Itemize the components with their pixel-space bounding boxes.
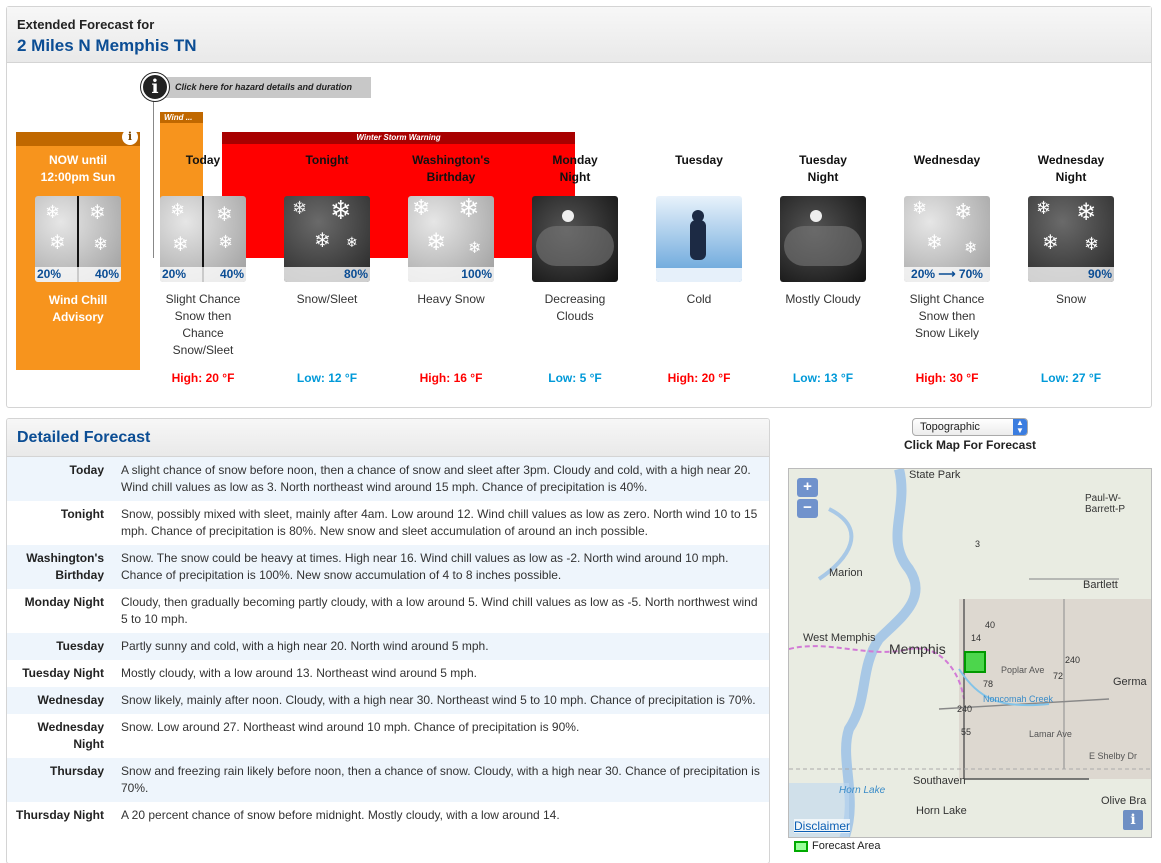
period-name: Washington's Birthday: [412, 153, 490, 184]
road-label: 3: [975, 539, 981, 549]
map-label: Horn Lake: [839, 785, 886, 796]
period-name: Wednesday Night: [1037, 153, 1105, 184]
period-temp: High: 20 °F: [667, 371, 731, 385]
info-icon: i: [141, 73, 169, 101]
period-temp: High: 16 °F: [419, 371, 483, 385]
forecast-area-swatch: [794, 841, 808, 852]
map-label: Paul-W-Barrett-P: [1085, 493, 1126, 515]
road-label: 14: [971, 633, 982, 643]
table-row: Tuesday Night Mostly cloudy, with a low around 13. Northeast wind around 5 mph.: [22, 666, 477, 680]
map-zoom-controls: [797, 478, 818, 520]
pop: 90%: [1087, 267, 1112, 281]
advisory-until: 12:00pm Sun: [40, 170, 116, 184]
period-description: Snow/Sleet: [296, 292, 358, 306]
cold-icon: [656, 196, 742, 282]
period-name: Today: [185, 153, 221, 167]
map-label: Bartlett: [1083, 579, 1118, 591]
disclaimer-link[interactable]: Disclaimer: [794, 819, 851, 833]
road-label: 40: [985, 620, 996, 630]
map-label: Germa: [1113, 676, 1147, 688]
road-label: 78: [983, 679, 994, 689]
map-label: Noncomah Creek: [983, 694, 1054, 704]
period-description: Heavy Snow: [417, 292, 485, 306]
panel-header: [7, 7, 1151, 63]
map-background: [789, 469, 1152, 838]
advisory-name-2: Advisory: [52, 310, 104, 324]
period-name: Tonight: [305, 153, 349, 167]
map-label: Memphis: [889, 641, 946, 657]
pop-right: 40%: [219, 267, 244, 281]
snow-split-icon: ❄ ❄ ❄ ❄ 20% 40%: [160, 196, 246, 282]
forecast-period-wednesday-night[interactable]: [1009, 152, 1133, 385]
forecast-map[interactable]: [788, 468, 1152, 838]
zoom-in-button[interactable]: +: [797, 478, 818, 497]
table-row: Wednesday Snow likely, mainly after noon. Cloudy, with a high near 30. Northeast wind 5 to 10 mph. Chance of precipitation is 70%.: [7, 687, 769, 714]
period-description: Cold: [686, 292, 712, 306]
table-row: Thursday Night A 20 percent chance of snow before midnight. Mostly cloudy, with a low around 14.: [15, 808, 560, 822]
map-label: Southaven: [913, 775, 966, 787]
heavy-snow-icon: ❄ ❄ ❄ ❄ 100%: [408, 196, 494, 282]
map-label: Marion: [829, 567, 863, 579]
pop: 100%: [461, 267, 492, 281]
period-temp: High: 30 °F: [915, 371, 979, 385]
detailed-forecast-title: Detailed Forecast: [7, 419, 769, 457]
table-row: Washington's Birthday Snow. The snow could be heavy at times. High near 16. Wind chill values as low as -2. North wind around 10 mph. Chance of precipitation is 100%. New snow accumulation of 4 to 8 inches possible.: [7, 545, 769, 589]
pop: 20% ⟶ 70%: [911, 267, 983, 281]
storm-bar-label: Winter Storm Warning: [222, 132, 575, 144]
forecast-period-tuesday[interactable]: [637, 152, 761, 385]
cloudy-night-icon: [532, 196, 618, 282]
map-label: E Shelby Dr: [1089, 751, 1138, 761]
cloudy-night-icon: [780, 196, 866, 282]
pop-left: 20%: [162, 267, 187, 281]
night-snow-icon: ❄ ❄ ❄ ❄ 90%: [1028, 196, 1114, 282]
period-temp: Low: 5 °F: [548, 371, 602, 385]
forecast-period-today[interactable]: [141, 152, 265, 385]
forecast-period-washingtons-birthday[interactable]: [389, 152, 513, 385]
map-label: Horn Lake: [916, 805, 967, 817]
map-label: Poplar Ave: [1001, 665, 1045, 675]
pop: 80%: [343, 267, 368, 281]
info-icon[interactable]: i: [122, 129, 138, 145]
period-description: Mostly Cloudy: [785, 292, 861, 306]
click-map-label: Click Map For Forecast: [903, 438, 1037, 452]
snow-icon: ❄ ❄ ❄ ❄ 20% ⟶ 70%: [904, 196, 990, 282]
pop-right: 40%: [94, 267, 119, 281]
advisory-bar: [16, 132, 140, 146]
period-name: Wednesday: [913, 153, 981, 167]
road-label: 72: [1053, 671, 1064, 681]
forecast-subtitle: Extended Forecast for: [17, 17, 155, 32]
legend-label: Forecast Area: [812, 840, 881, 852]
period-description: Slight Chance Snow then Chance Snow/Sleet: [165, 292, 241, 357]
pop-left: 20%: [37, 267, 62, 281]
advisory-name-1: Wind Chill: [48, 293, 108, 307]
table-row: Wednesday Night Snow. Low around 27. Northeast wind around 10 mph. Chance of precipitation is 90%.: [37, 720, 580, 751]
period-description: Slight Chance Snow then Snow Likely: [909, 292, 985, 340]
table-row: Thursday Snow and freezing rain likely before noon, then a chance of snow. Cloudy, with a high near 30. Chance of precipitation is 70%.: [7, 758, 769, 802]
road-label: 55: [961, 727, 972, 737]
period-description: Decreasing Clouds: [544, 292, 606, 323]
zoom-out-button[interactable]: −: [797, 499, 818, 518]
road-label: 240: [957, 704, 973, 714]
map-label: Lamar Ave: [1029, 729, 1072, 739]
map-legend: [794, 840, 880, 852]
period-name: Tuesday Night: [799, 153, 847, 184]
wind-bar-label: Wind ...: [160, 112, 203, 123]
snow-split-icon: ❄ ❄ ❄ ❄ 20% 40%: [35, 196, 121, 282]
table-row: Tonight Snow, possibly mixed with sleet, mainly after 4am. Low around 12. Wind chill values as low as zero. North wind 10 to 15 mph. Chance of precipitation is 80%. New snow and sleet accumulation of around an inch possible.: [60, 507, 758, 538]
forecast-period-tonight[interactable]: [265, 152, 389, 385]
hazard-link-label: Click here for hazard details and duration: [163, 77, 371, 98]
map-info-button[interactable]: i: [1123, 810, 1143, 830]
map-label: State Park: [909, 469, 961, 481]
table-row: Today A slight chance of snow before noon, then a chance of snow and sleet after 3pm. Cloudy and cold, with a high near 20. Wind chill values as low as 3. North northeast wind around 15 mph. Chance of precipitation is 40%.: [7, 457, 769, 501]
chevron-updown-icon: ▲ ▼: [1013, 419, 1027, 435]
period-description: Snow: [1055, 292, 1087, 306]
map-label: Olive Bra: [1101, 795, 1147, 807]
advisory-period: NOW until: [49, 153, 107, 167]
map-type-select[interactable]: [912, 418, 1028, 436]
period-temp: High: 20 °F: [171, 371, 235, 385]
period-temp: Low: 12 °F: [296, 371, 358, 385]
road-label: 240: [1065, 655, 1081, 665]
location-title: 2 Miles N Memphis TN: [17, 36, 197, 55]
forecast-period-tuesday-night[interactable]: [761, 152, 885, 385]
hazard-details-link[interactable]: [141, 73, 371, 101]
period-temp: Low: 27 °F: [1040, 371, 1102, 385]
period-temp: Low: 13 °F: [792, 371, 854, 385]
table-row: Tuesday Partly sunny and cold, with a high near 20. North wind around 5 mph.: [7, 633, 769, 660]
detailed-forecast-panel: [6, 418, 770, 863]
table-row: Monday Night Cloudy, then gradually becoming partly cloudy, with a low around 5. Wind chill values as low as -5. North northwest wind 5 to 10 mph.: [24, 595, 758, 626]
forecast-period-monday-night[interactable]: [513, 152, 637, 385]
wind-chill-advisory[interactable]: [16, 132, 140, 370]
map-type-value: Topographic: [920, 421, 980, 433]
forecast-period-wednesday[interactable]: [885, 152, 1009, 385]
period-name: Monday Night: [552, 153, 598, 184]
snow-sleet-icon: ❄ ❄ ❄ ❄ 80%: [284, 196, 370, 282]
period-name: Tuesday: [675, 153, 723, 167]
map-label: West Memphis: [803, 632, 876, 644]
